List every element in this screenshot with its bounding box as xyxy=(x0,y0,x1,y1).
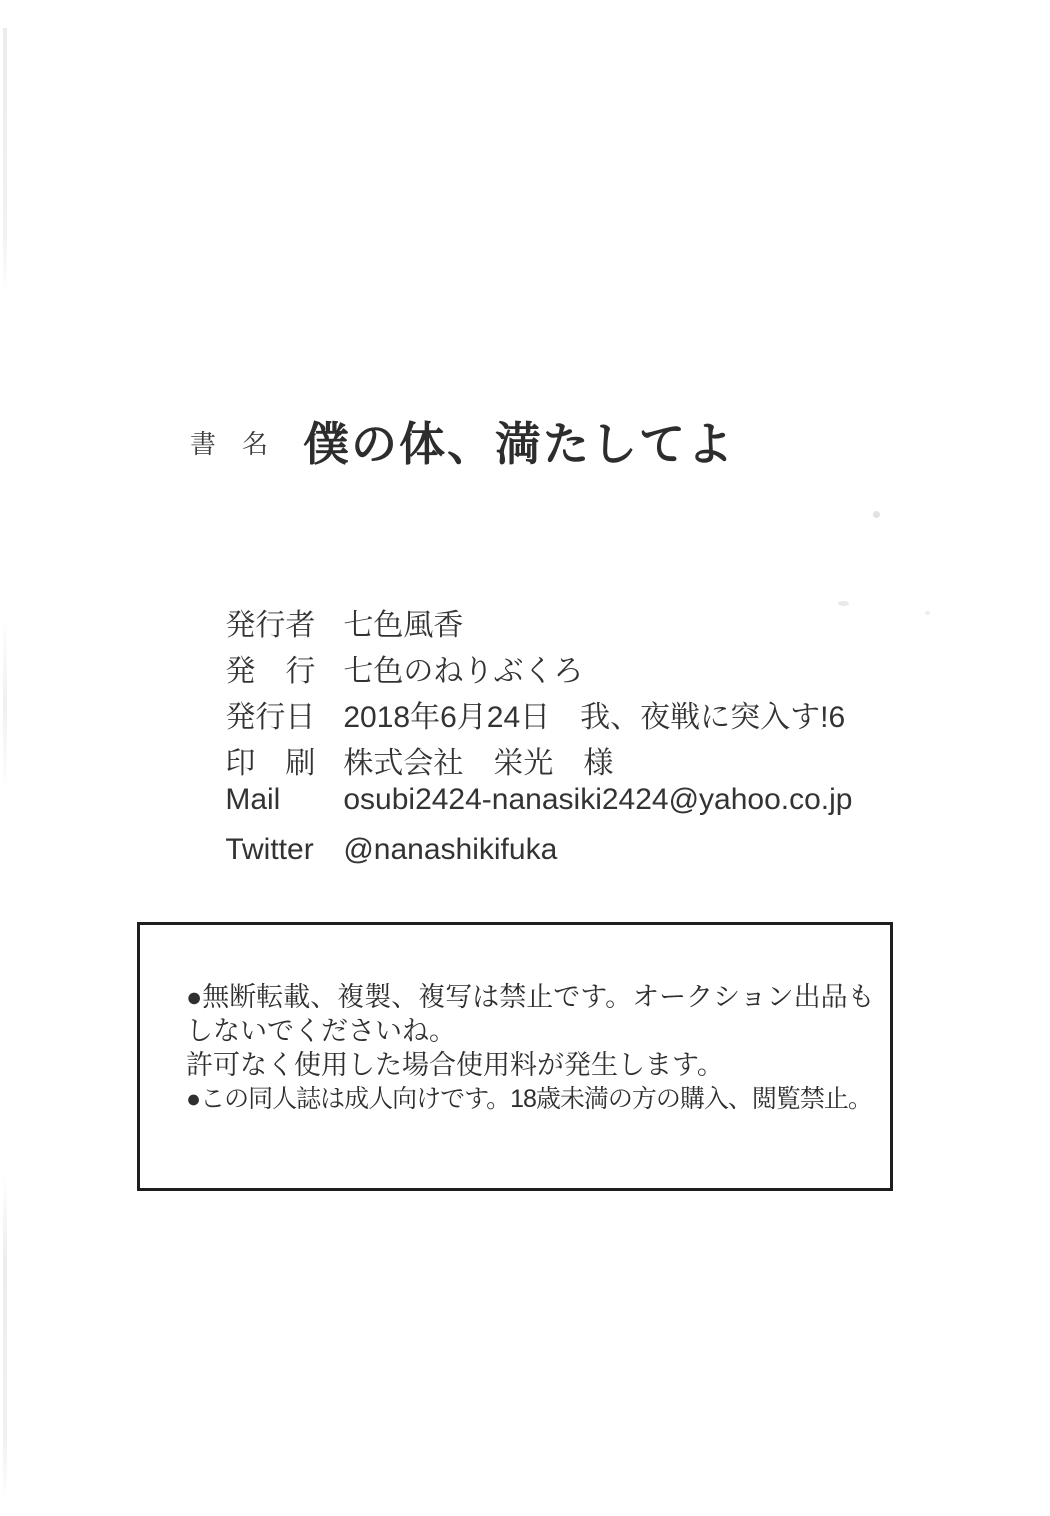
scan-speck xyxy=(925,611,930,615)
scan-speck xyxy=(873,511,880,518)
notice-line: ●この同人誌は成人向けです。18歳未満の方の購入、閲覧禁止。 xyxy=(186,1085,872,1113)
colophon-row-mail xyxy=(192,749,853,816)
notice-line: しないでくださいね。 xyxy=(186,1016,456,1046)
book-title: 僕の体、満たしてよ xyxy=(303,418,735,470)
colophon-row-circle xyxy=(192,612,584,688)
row-value: 七色風香 xyxy=(343,609,464,642)
twitter-handle: @nanashikifuka xyxy=(343,833,558,866)
mail-address: osubi2424-nanasiki2424@yahoo.co.jp xyxy=(343,783,853,816)
colophon-row-publisher xyxy=(192,566,464,642)
row-value: 2018年6月24日 我、夜戦に突入す!6 xyxy=(343,701,846,734)
book-title-label: 書 名 xyxy=(190,429,269,459)
colophon-row-printer xyxy=(192,704,614,780)
notice-line: 許可なく使用した場合使用料が発生します。 xyxy=(186,1050,724,1080)
colophon-row-twitter xyxy=(192,799,558,866)
row-label: Mail xyxy=(225,783,281,816)
scan-speck xyxy=(838,601,849,606)
notice-line: ●無断転載、複製、複写は禁止です。オークション出品も xyxy=(186,982,875,1012)
row-value: 株式会社 栄光 様 xyxy=(343,747,614,780)
row-label: 印 刷 xyxy=(225,747,316,780)
row-value: 七色のねりぶくろ xyxy=(343,655,584,688)
row-label: 発行日 xyxy=(225,701,316,734)
scan-artifact-left-edge xyxy=(3,28,7,1498)
row-label: 発 行 xyxy=(225,655,316,688)
colophon-row-publication-date xyxy=(192,658,846,734)
row-label: 発行者 xyxy=(225,609,316,642)
notice-box xyxy=(137,922,893,1191)
row-label: Twitter xyxy=(225,833,314,866)
